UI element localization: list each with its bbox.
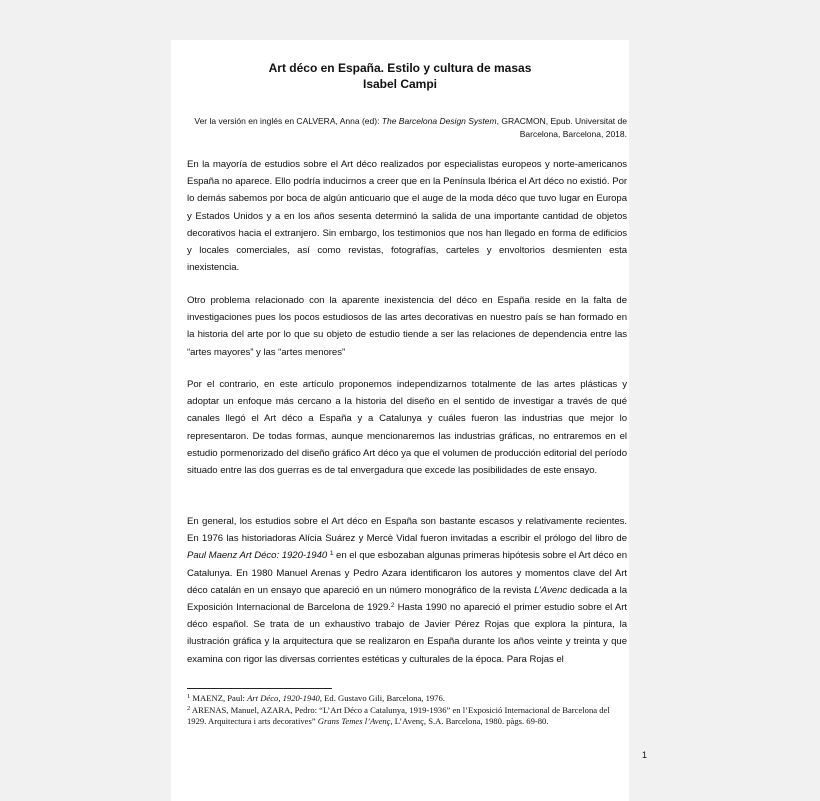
footnote-1: [187, 693, 627, 705]
document-author: Isabel Campi: [362, 77, 438, 91]
paragraph-4-text-a: En general, los estudios sobre el Art déco en España son bastante escasos y relativamente recientes. En 1976 las historiadoras Alícia Suárez y Mercè Vidal fueron invitadas a escribir el prólogo del libro de: [187, 516, 627, 545]
paragraph-3: Por el contrario, en este artículo proponemos independizarnos totalmente de las artes plásticas y adoptar un enfoque más cercano a la historia del diseño en el sentido de investigar a través de qué canales llegó el Art déco a España y a Catalunya y cuáles fueron las industrias que mejor lo representaron. De todas formas, aunque mencionaremos las industrias gráficas, no entraremos en el estudio pormenorizado del diseño gráfico Art déco ya que el volumen de producción editorial del período situado entre las dos guerras es de tal envergadura que excede las posibilidades de este ensayo.: [187, 379, 627, 477]
footnote-1-number: 1: [187, 693, 191, 700]
document-page: [171, 40, 648, 801]
translation-note-suffix: , GRACMON, Epub. Universitat de Barcelona, Barcelona, 2018.: [496, 116, 627, 139]
translation-note-book: The Barcelona Design System: [381, 116, 497, 126]
page-number: 1: [642, 750, 648, 760]
footnote-ref-2[interactable]: 2: [390, 602, 395, 610]
footnote-separator: [187, 688, 332, 689]
paragraph-2: Otro problema relacionado con la aparente inexistencia del déco en España reside en la falta de investigaciones pues los pocos estudiosos de las artes decorativas en nuestro país se han formado en la historia del arte por lo que su objeto de estudio tiende a ser las relaciones de dependencia entre las “artes mayores” y las “artes menores”: [187, 295, 627, 358]
footnote-ref-1[interactable]: 1: [329, 550, 334, 558]
footnote-1-text-b: , Ed. Gustavo Gili, Barcelona, 1976.: [319, 693, 445, 703]
footnote-2-number: 2: [187, 704, 191, 712]
translation-note-prefix: Ver la versión en inglés en CALVERA, Anna (ed):: [194, 116, 382, 126]
paragraph-4-book-title: Paul Maenz Art Déco: 1920-1940: [187, 550, 328, 562]
paragraph-4-text-d: Hasta 1990 no apareció el primer estudio sobre el Art déco español. Se trata de un exhaustivo trabajo de Javier Pérez Rojas que explora la pintura, la ilustración gráfica y la arquitectura que se realizaron en España durante los años veinte y treinta y que examina con rigor las diversas corrientes estéticas y culturales de la época. Para Rojas el: [187, 602, 627, 665]
paragraph-4-text-b: en el que esbozaban algunas primeras hipótesis sobre el Art déco en Catalunya. En 1980 Manuel Arenas y Pedro Azara identificaron los autores y momentos clave del Art déco catalán en un ensayo que apareció en un número monográfico de la revista: [187, 550, 627, 596]
paragraph-1: En la mayoría de estudios sobre el Art déco realizados por especialistas europeos y norte-americanos España no aparece. Ello podría inducirnos a creer que en la Península Ibérica el Art déco no existió. Por lo demás sabemos por boca de algún anticuario que el auge de la moda déco que tuvo lugar en Europa y Estados Unidos y a en los años sesenta determinó la salida de una importante cantidad de objetos decorativos hacia el extranjero. Sin embargo, los testimonios que nos han llegado en forma de edificios y locales comerciales, así como revistas, fotografías, carteles y envoltorios desmienten esta inexistencia.: [187, 159, 627, 274]
translation-note: [187, 115, 627, 141]
paragraph-4: [187, 513, 627, 668]
paragraph-4-magazine: L’Avenc: [534, 584, 568, 596]
footnote-1-text-a: MAENZ, Paul:: [190, 693, 248, 703]
title-block: [171, 60, 629, 92]
footnote-2-title: Grans Temes l’Avenç: [317, 716, 391, 726]
footnote-2: [187, 705, 627, 728]
document-title: Art déco en España. Estilo y cultura de masas: [268, 61, 532, 75]
footnote-1-title: Art Déco, 1920-1940: [247, 693, 320, 703]
footnote-2-text-a: ARENAS, Manuel, AZARA, Pedro: “L’Art Déco a Catalunya, 1919-1936” en l’Exposició Internacional de Barcelona del 1929. Arquitectura i arts decoratives”: [187, 704, 610, 726]
paragraph-4-text-c: dedicada a la Exposición Internacional de Barcelona de 1929.: [187, 584, 627, 614]
footnotes: [187, 693, 627, 728]
footnote-2-text-b: , L’Avenç, S.A. Barcelona, 1980. pàgs. 69-80.: [390, 716, 549, 726]
